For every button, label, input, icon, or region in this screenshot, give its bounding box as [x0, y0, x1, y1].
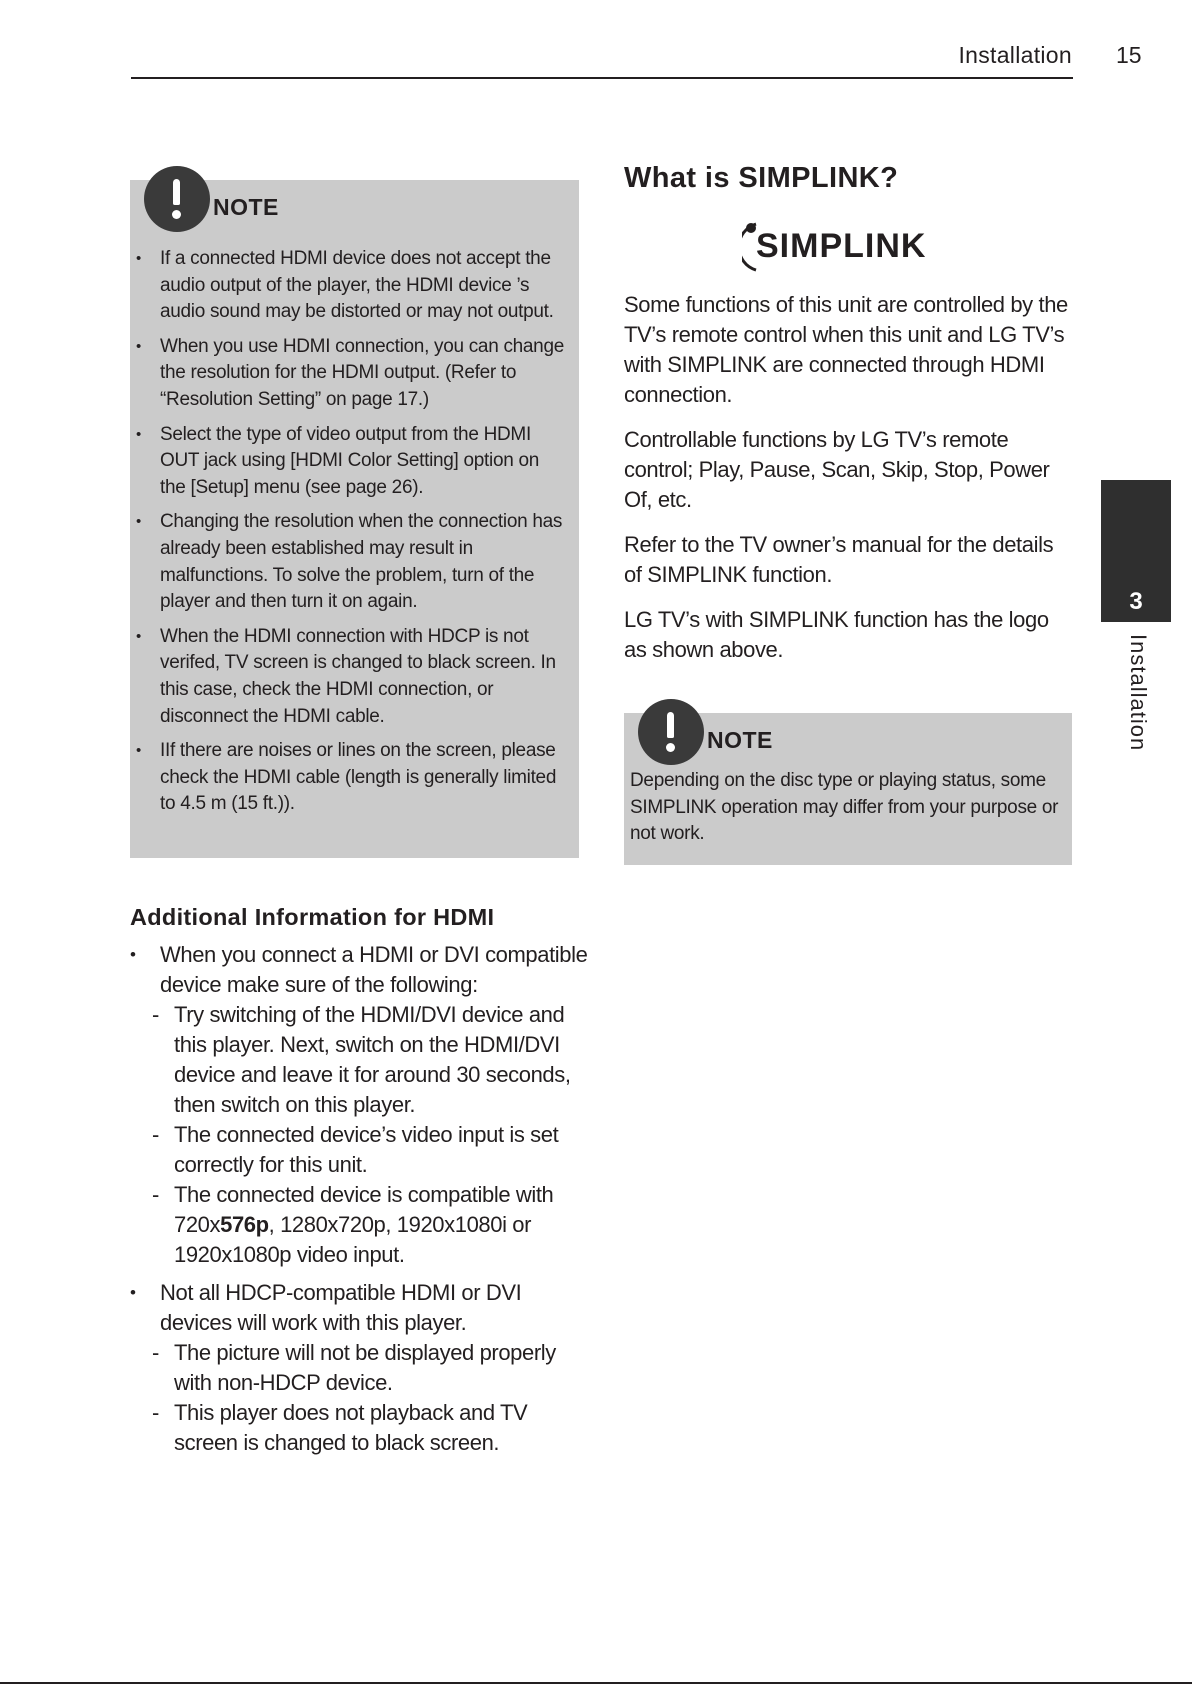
paragraph: Refer to the TV owner’s manual for the details of SIMPLINK function.	[624, 532, 1054, 587]
note-item: • Select the type of video output from the HDMI OUT jack using [HDMI Color Setting] option on the [Setup] menu (see page 26).	[160, 422, 567, 502]
sub-item-text: The connected device is compatible with 720x	[174, 1182, 554, 1237]
list-item-text: • When you connect a HDMI or DVI compatible device make sure of the following:	[160, 942, 588, 997]
paragraph: Some functions of this unit are controlled by the TV’s remote control when this unit and LG TV’s with SIMPLINK are connected through HDMI connection.	[624, 292, 1068, 407]
list-item	[130, 1278, 590, 1458]
note-item: • If a connected HDMI device does not accept the audio output of the player, the HDMI device ’s audio sound may be distorted or may not output.	[160, 246, 567, 326]
sub-item-text: , 1280x720p, 1920x1080i or 1920x1080p video input.	[174, 1212, 532, 1267]
bottom-rule	[0, 1682, 1192, 1684]
sub-item: - The connected device’s video input is set correctly for this unit.	[152, 1120, 590, 1180]
note-box-simplink	[624, 713, 1072, 865]
simplink-logo-text: SIMPLINK	[756, 227, 927, 265]
note-item: • IIf there are noises or lines on the screen, please check the HDMI cable (length is generally limited to 4.5 m (15 ft.)).	[160, 738, 567, 818]
header-rule	[131, 77, 1073, 79]
sub-item-bold: 576p	[220, 1212, 269, 1237]
simplink-logo	[742, 218, 954, 274]
note-title: NOTE	[707, 727, 773, 753]
sub-item	[152, 1180, 590, 1270]
sub-item: - Try switching of the HDMI/DVI device and this player. Next, switch on the HDMI/DVI device and leave it for around 30 seconds, then switch on this player.	[152, 1000, 590, 1120]
paragraph: Controllable functions by LG TV’s remote control; Play, Pause, Scan, Skip, Stop, Power Of, etc.	[624, 427, 1050, 512]
note-text: Depending on the disc type or playing status, some SIMPLINK operation may differ from your purpose or not work.	[630, 770, 1059, 845]
chapter-label: Installation	[1126, 634, 1151, 752]
sub-item: - The picture will not be displayed properly with non-HDCP device.	[152, 1338, 590, 1398]
list-item	[130, 940, 590, 1270]
section-heading-simplink: What is SIMPLINK?	[624, 162, 899, 194]
exclamation-icon	[144, 166, 210, 232]
paragraph: LG TV’s with SIMPLINK function has the logo as shown above.	[624, 607, 1049, 662]
header-section-title: Installation	[958, 42, 1072, 68]
note-list	[130, 246, 579, 826]
page-number: 15	[1116, 42, 1142, 68]
note-title: NOTE	[213, 194, 279, 220]
simplink-description	[624, 290, 1074, 680]
note-item: • When the HDMI connection with HDCP is not verifed, TV screen is changed to black screen. In this case, check the HDMI connection, or disconnect the HDMI cable.	[160, 624, 567, 730]
additional-info-list	[130, 940, 590, 1466]
chapter-tab	[1101, 480, 1171, 622]
note-box-hdmi	[130, 180, 579, 858]
note-item: • When you use HDMI connection, you can change the resolution for the HDMI output. (Refer to “Resolution Setting” on page 17.)	[160, 334, 567, 414]
list-item-text: • Not all HDCP-compatible HDMI or DVI devices will work with this player.	[160, 1280, 522, 1335]
sub-item: - This player does not playback and TV screen is changed to black screen.	[152, 1398, 590, 1458]
chapter-number: 3	[1129, 588, 1143, 615]
exclamation-icon	[638, 699, 704, 765]
section-heading-additional-hdmi: Additional Information for HDMI	[130, 904, 495, 930]
note-item: • Changing the resolution when the connection has already been established may result in malfunctions. To solve the problem, turn of the player and then turn it on again.	[160, 509, 567, 615]
